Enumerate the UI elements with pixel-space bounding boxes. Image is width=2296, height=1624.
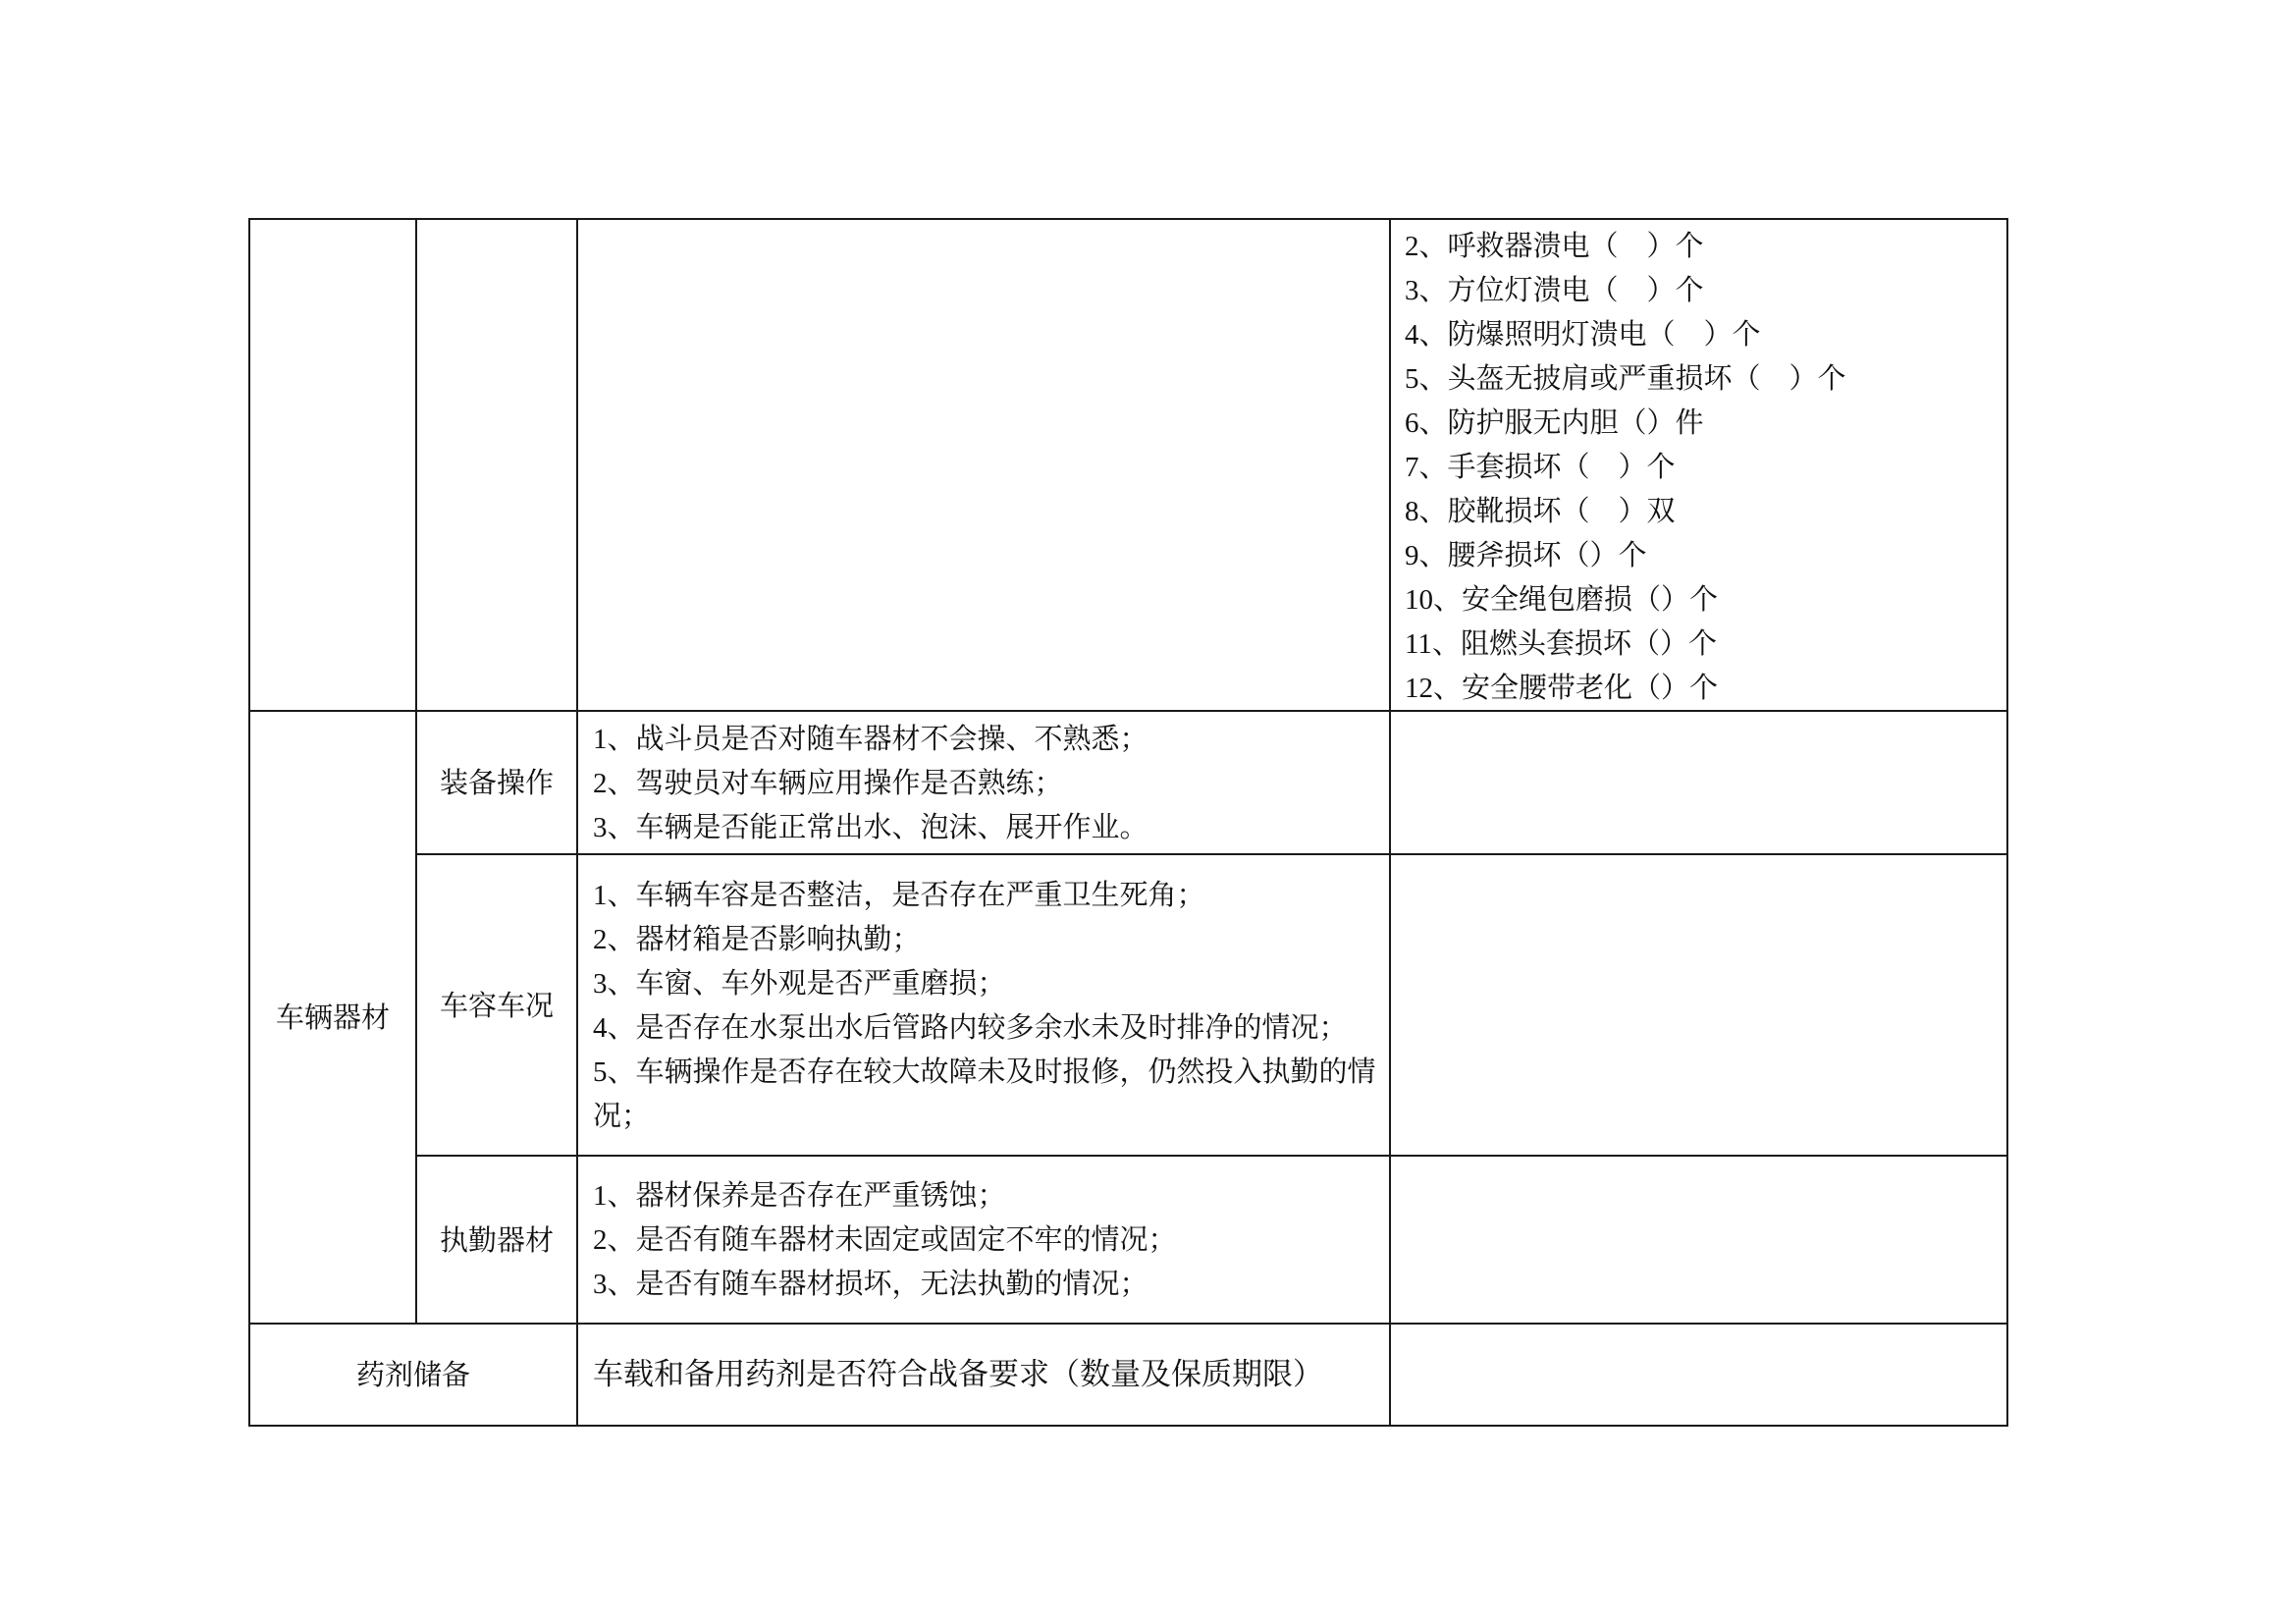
list-item: 9、腰斧损坏（）个 [1405, 538, 1647, 571]
list-item: 3、方位灯溃电（ ）个 [1405, 273, 1704, 306]
table-row-duty-equipment [249, 1156, 2007, 1324]
list-item: 4、防爆照明灯溃电（ ）个 [1405, 317, 1761, 351]
result-cell-vehicle-condition [1390, 854, 2007, 1156]
check-item-agent-reserve: 车载和备用药剂是否符合战备要求（数量及保质期限） [577, 1324, 1390, 1426]
list-item: 12、安全腰带老化（）个 [1405, 671, 1719, 704]
list-item: 10、安全绳包磨损（）个 [1405, 582, 1719, 616]
check-item: 3、车辆是否能正常出水、泡沫、展开作业。 [593, 809, 1148, 843]
list-item: 7、手套损坏（ ）个 [1405, 450, 1676, 483]
subcategory-cell-empty [416, 219, 577, 711]
check-item: 3、是否有随车器材损坏，无法执勤的情况； [593, 1267, 1148, 1300]
table-row-vehicle-condition [249, 854, 2007, 1156]
table-row-continued [249, 219, 2007, 711]
list-item: 6、防护服无内胆（）件 [1405, 406, 1704, 439]
check-item: 4、是否存在水泵出水后管路内较多余水未及时排净的情况； [593, 1010, 1348, 1044]
table-row-equipment-operation [249, 711, 2007, 854]
category-agent-reserve: 药剂储备 [249, 1324, 577, 1426]
result-cell-agent-reserve [1390, 1324, 2007, 1426]
check-items-duty-equipment [577, 1156, 1390, 1324]
check-item: 5、车辆操作是否存在较大故障未及时报修，仍然投入执勤的情况； [593, 1055, 1376, 1132]
subcategory-duty-equipment: 执勤器材 [416, 1156, 577, 1324]
check-item: 1、战斗员是否对随车器材不会操、不熟悉； [593, 721, 1148, 755]
check-items-equipment-operation [577, 711, 1390, 854]
check-item: 2、器材箱是否影响执勤； [593, 922, 921, 955]
list-item: 2、呼救器溃电（ ）个 [1405, 229, 1704, 262]
inspection-table [248, 218, 2008, 1427]
findings-list-cell [1390, 219, 2007, 711]
list-item: 5、头盔无披肩或严重损坏（ ）个 [1405, 361, 1846, 395]
category-cell-empty [249, 219, 416, 711]
list-item: 8、胶靴损坏（ ）双 [1405, 494, 1676, 527]
check-items-vehicle-condition [577, 854, 1390, 1156]
check-item: 2、是否有随车器材未固定或固定不牢的情况； [593, 1222, 1177, 1256]
subcategory-vehicle-condition: 车容车况 [416, 854, 577, 1156]
result-cell-equipment-operation [1390, 711, 2007, 854]
check-item: 1、器材保养是否存在严重锈蚀； [593, 1178, 1006, 1212]
check-item: 1、车辆车容是否整洁，是否存在严重卫生死角； [593, 878, 1205, 911]
check-item: 2、驾驶员对车辆应用操作是否熟练； [593, 765, 1063, 799]
items-cell-empty [577, 219, 1390, 711]
category-vehicle-equipment: 车辆器材 [249, 711, 416, 1324]
result-cell-duty-equipment [1390, 1156, 2007, 1324]
subcategory-equipment-operation: 装备操作 [416, 711, 577, 854]
check-item: 3、车窗、车外观是否严重磨损； [593, 966, 1006, 1000]
list-item: 11、阻燃头套损坏（）个 [1405, 626, 1717, 660]
table-row-agent-reserve [249, 1324, 2007, 1426]
